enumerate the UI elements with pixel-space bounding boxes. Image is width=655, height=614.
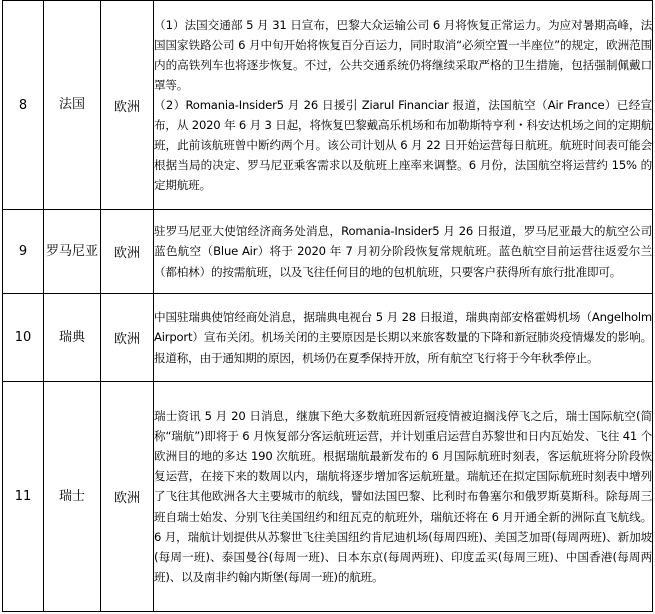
content-cell [154,382,653,612]
content-cell [154,294,653,382]
row-number: 10 [3,294,44,382]
document-table [2,0,653,612]
content-cell [154,1,653,210]
country-cell: 罗马尼亚 [44,210,101,294]
paragraph: （2）Romania-Insider5 月 26 日援引 Ziarul Financiar 报道，法国航空（Air France）已经宣布，从 2020 年 6 月 3 日起，将恢复巴黎戴高乐机场和布加勒斯特亨利・科安达机场之间的定期航班，此前该航班曾中断约两个月。该公司计划从 6 月 22 日开始运营每日航班。航班时间表可能会根据当局的决定、罗马尼亚乘客需求以及航班上座率来调整。6 月份，法国航空将运营约 15% 的定期航班。 [154,97,652,193]
row-number: 11 [3,382,44,612]
country-cell: 法国 [44,1,101,210]
paragraph: （1）法国交通部 5 月 31 日宣布，巴黎大众运输公司 6 月将恢复正常运力。为应对暑期高峰，法国国家铁路公司 6 月中旬开始将恢复百分百运力，同时取消“必须空置一半座位”的规定，欧洲范围内的高铁列车也将逐步恢复。不过，公共交通系统仍将继续采取严格的卫生措施，包括强制佩戴口罩等。 [154,17,652,92]
content-cell [154,210,653,294]
paragraph: 驻罗马尼亚大使馆经济商务处消息，Romania-Insider5 月 26 日报道，罗马尼亚最大的航空公司蓝色航空（Blue Air）将于 2020 年 7 月初分阶段恢复常规航班。蓝色航空目前运营往返爱尔兰（都柏林）的按需航班，以及飞往任何目的地的包机航班，只要客户获得所有旅行批准即可。 [154,224,652,279]
row-number: 9 [3,210,44,294]
paragraph: 瑞士资讯 5 月 20 日消息，继旗下绝大多数航班因新冠疫情被迫搁浅停飞之后，瑞士国际航空(简称“瑞航”)即将于 6 月恢复部分客运航班运营，并计划重启运营自苏黎世和日内瓦始发、飞往 41 个欧洲目的地的多达 190 次航班。根据瑞航最新发布的 6 月国际航班时刻表，客运航班将分阶段恢复运营，在接下来的数周以内，瑞航将逐步增加客运航班量。瑞航还在拟定国际航班时刻表中增列了飞往其他欧洲各大主要城市的航线，譬如法国巴黎、比利时布鲁塞尔和俄罗斯莫斯科。除每周三班自瑞士始发、分别飞往美国纽约和纽瓦克的航班外，瑞航还将在 6 月开通全新的洲际直飞航线。6 月，瑞航计划提供从苏黎世飞往美国纽约肯尼迪机场(每周四班)、美国芝加哥(每周两班)、新加坡(每周一班)、泰国曼谷(每周一班)、日本东京(每周两班)、印度孟买(每周三班)、中国香港(每周两班)、以及南非约翰内斯堡(每周一班)的航班。 [154,409,652,584]
table-row [3,382,653,612]
country-cell: 瑞士 [44,382,101,612]
paragraph: 中国驻瑞典使馆经商处消息，据瑞典电视台 5 月 28 日报道，瑞典南部安格霍姆机场（Angelholm Airport）宣布关闭。机场关闭的主要原因是长期以来旅客数量的下降和新冠肺炎疫情爆发的影响。报道称，由于通知期的原因，机场仍在夏季保持开放，所有航空飞行将于今年秋季停止。 [154,310,652,365]
table-row [3,294,653,382]
region-cell: 欧洲 [101,382,154,612]
region-cell: 欧洲 [101,210,154,294]
region-cell: 欧洲 [101,1,154,210]
table-row [3,1,653,210]
table-row [3,210,653,294]
row-number: 8 [3,1,44,210]
country-cell: 瑞典 [44,294,101,382]
region-cell: 欧洲 [101,294,154,382]
